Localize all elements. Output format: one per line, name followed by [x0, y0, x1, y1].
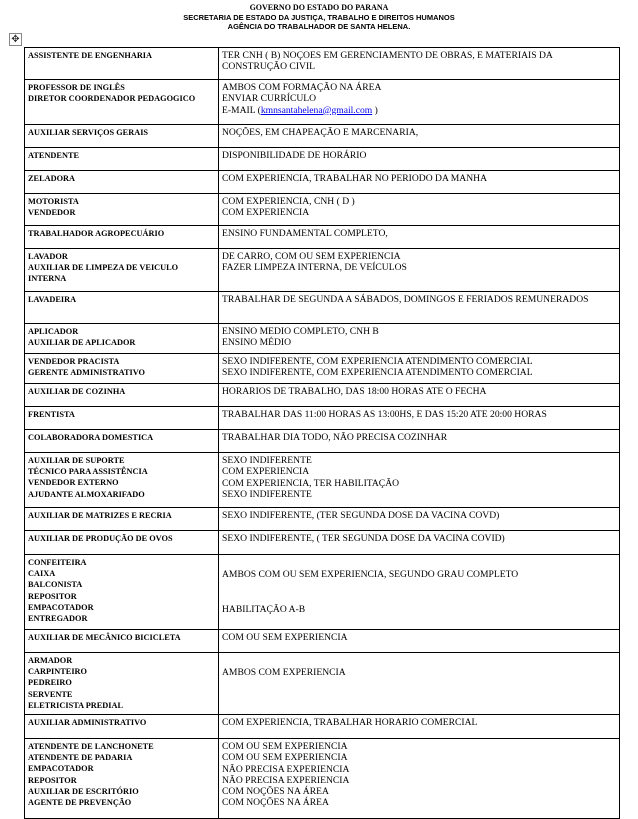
job-title-cell: [25, 453, 219, 508]
requirement-text: COM EXPERIENCIA: [222, 466, 310, 478]
requirements-cell: [219, 194, 620, 226]
job-title: TRABALHADOR AGROPECUÁRIO: [28, 229, 165, 238]
job-title: LAVADOR: [28, 252, 68, 261]
table-row: [25, 48, 620, 80]
job-title: EMPACOTADOR: [28, 602, 94, 612]
job-title: TÉCNICO PARA ASSISTÊNCIA: [28, 467, 148, 477]
job-title: PEDREIRO: [28, 678, 72, 688]
requirement-text: HABILITAÇÃO A-B: [222, 604, 306, 616]
table-row: [25, 226, 620, 249]
requirement-text: SEXO INDIFERENTE, ( TER SEGUNDA DOSE DA VACINA COVID): [222, 533, 505, 544]
requirements-cell: [219, 48, 620, 80]
requirements-cell: [219, 508, 620, 531]
job-title-cell: [25, 531, 219, 555]
requirement-text: NÃO PRECISA EXPERIENCIA: [222, 763, 350, 775]
job-title: ELETRICISTA PREDIAL: [28, 700, 124, 710]
job-title: REPOSITOR: [28, 591, 77, 601]
requirement-text: COM EXPERIENCIA, TRABALHAR HORARIO COMERCIAL: [222, 717, 478, 728]
job-title-cell: [25, 430, 219, 453]
requirements-cell: [219, 384, 620, 407]
requirement-text: TER CNH ( B) NOÇOES EM GERENCIAMENTO DE OBRAS, E MATERIAIS DA CONSTRUÇÃO CIVIL: [222, 50, 553, 73]
requirement-text: TRABALHAR DIA TODO, NÃO PRECISA COZINHAR: [222, 432, 448, 443]
job-title: AUXILIAR DE COZINHA: [28, 387, 126, 396]
job-title: CAIXA: [28, 569, 56, 579]
requirement-text: COM NOÇÕES NA ÁREA: [222, 797, 329, 809]
job-title: AUXILIAR ADMINISTRATIVO: [28, 718, 147, 727]
spacer: [222, 592, 616, 604]
requirements-cell: [219, 630, 620, 653]
job-title: CONFEITEIRA: [28, 558, 87, 567]
requirement-text: TRABALHAR DE SEGUNDA A SÁBADOS, DOMINGOS E FERIADOS REMUNERADOS: [222, 294, 589, 305]
requirements-cell: [219, 555, 620, 630]
spacer: [222, 580, 616, 592]
job-title-cell: [25, 555, 219, 630]
job-title-cell: [25, 324, 219, 354]
requirement-text: DE CARRO, COM OU SEM EXPERIENCIA: [222, 251, 401, 262]
requirements-cell: [219, 715, 620, 739]
job-title: AUXILIAR DE LIMPEZA DE VEICULO INTERNA: [28, 263, 179, 284]
email-prefix: E-MAIL (: [222, 104, 261, 116]
requirements-cell: [219, 125, 620, 148]
table-row: [25, 292, 620, 324]
job-title-cell: [25, 171, 219, 194]
requirement-text: SEXO INDIFERENTE, (TER SEGUNDA DOSE DA VACINA COVD): [222, 510, 500, 521]
requirement-text: ENSINO MEDIO COMPLETO, CNH B: [222, 326, 379, 337]
job-title: SERVENTE: [28, 689, 73, 699]
job-title: LAVADEIRA: [28, 295, 77, 304]
requirement-text: SEXO INDIFERENTE, COM EXPERIENCIA ATENDIMENTO COMERCIAL: [222, 367, 533, 379]
table-row: [25, 715, 620, 739]
job-title-cell: [25, 653, 219, 715]
job-title: VENDEDOR EXTERNO: [28, 478, 119, 488]
table-row: [25, 555, 620, 630]
header-line-2: SECRETARIA DE ESTADO DA JUSTIÇA, TRABALHO E DIREITOS HUMANOS: [183, 12, 455, 22]
job-title: AUXILIAR DE ESCRITÓRIO: [28, 786, 139, 796]
table-row: [25, 630, 620, 653]
job-title: ATENDENTE DE PADARIA: [28, 753, 133, 763]
job-title: AUXILIAR DE MECÂNICO BICICLETA: [28, 633, 181, 642]
table-row: [25, 324, 620, 354]
table-row: [25, 508, 620, 531]
requirements-cell: [219, 148, 620, 171]
requirement-text: NÃO PRECISA EXPERIENCIA: [222, 774, 350, 786]
header-line-1: GOVERNO DO ESTADO DO PARANA: [249, 3, 389, 12]
move-icon[interactable]: ✥: [9, 33, 22, 46]
job-title: AUXILIAR DE APLICADOR: [28, 338, 136, 348]
requirement-text: AMBOS COM FORMAÇÃO NA ÁREA: [222, 82, 382, 93]
requirement-text: COM OU SEM EXPERIENCIA: [222, 632, 348, 643]
requirements-cell: [219, 354, 620, 384]
table-row: [25, 249, 620, 292]
job-title: DIRETOR COORDENADOR PEDAGOGICO: [28, 94, 196, 104]
document-header: [0, 3, 638, 32]
requirement-text: TRABALHAR DAS 11:00 HORAS AS 13:00HS, E DAS 15:20 ATE 20:00 HORAS: [222, 409, 547, 420]
requirement-text: SEXO INDIFERENTE: [222, 488, 312, 500]
table-row: [25, 407, 620, 430]
spacer: [222, 655, 616, 667]
table-row: [25, 531, 620, 555]
job-title-cell: [25, 715, 219, 739]
job-title: ASSISTENTE DE ENGENHARIA: [28, 51, 153, 60]
job-title-cell: [25, 354, 219, 384]
requirements-cell: [219, 453, 620, 508]
table-row: [25, 653, 620, 715]
table-row: [25, 739, 620, 819]
job-title: VENDEDOR PRACISTA: [28, 357, 120, 366]
job-title-cell: [25, 226, 219, 249]
job-title-cell: [25, 148, 219, 171]
job-title-cell: [25, 407, 219, 430]
job-title-cell: [25, 384, 219, 407]
email-line: [222, 105, 616, 116]
job-title: AJUDANTE ALMOXARIFADO: [28, 489, 145, 499]
requirement-text: AMBOS COM OU SEM EXPERIENCIA, SEGUNDO GRAU COMPLETO: [222, 569, 519, 580]
requirement-text: NOÇÕES, EM CHAPEAÇÃO E MARCENARIA,: [222, 127, 419, 138]
job-title-cell: [25, 125, 219, 148]
header-line-3: AGÊNCIA DO TRABALHADOR DE SANTA HELENA.: [227, 22, 411, 32]
table-row: [25, 80, 620, 125]
spacer: [222, 557, 616, 569]
requirements-cell: [219, 531, 620, 555]
job-title: ATENDENTE DE LANCHONETE: [28, 742, 154, 751]
requirement-text: COM NOÇÕES NA ÁREA: [222, 786, 329, 798]
job-title-cell: [25, 630, 219, 653]
requirements-cell: [219, 430, 620, 453]
table-row: [25, 453, 620, 508]
job-title-cell: [25, 739, 219, 819]
job-title: VENDEDOR: [28, 208, 76, 218]
job-title: REPOSITOR: [28, 775, 77, 785]
table-row: [25, 354, 620, 384]
requirement-text: SEXO INDIFERENTE, COM EXPERIENCIA ATENDIMENTO COMERCIAL: [222, 356, 533, 367]
job-title-cell: [25, 48, 219, 80]
requirement-text: COM EXPERIENCIA, CNH ( D ): [222, 196, 355, 207]
job-title: EMPACOTADOR: [28, 764, 94, 774]
job-title-cell: [25, 194, 219, 226]
requirement-text: COM OU SEM EXPERIENCIA: [222, 752, 348, 764]
job-title: AUXILIAR DE PRODUÇÃO DE OVOS: [28, 534, 173, 543]
email-link[interactable]: kmnsantahelena@gmail.com: [260, 104, 373, 116]
requirements-cell: [219, 653, 620, 715]
requirements-cell: [219, 292, 620, 324]
requirement-text: AMBOS COM EXPERIENCIA: [222, 667, 346, 678]
job-title: ENTREGADOR: [28, 614, 88, 624]
job-title: AGENTE DE PREVENÇÃO: [28, 798, 132, 808]
table-row: [25, 148, 620, 171]
job-title: FRENTISTA: [28, 410, 75, 419]
requirement-text: COM EXPERIENCIA, TRABALHAR NO PERIODO DA MANHA: [222, 173, 487, 184]
requirement-text: COM OU SEM EXPERIENCIA: [222, 741, 348, 752]
job-title: AUXILIAR SERVIÇOS GERAIS: [28, 128, 149, 137]
table-row: [25, 430, 620, 453]
requirements-cell: [219, 407, 620, 430]
requirement-text: ENSINO MÉDIO: [222, 337, 292, 349]
requirements-cell: [219, 324, 620, 354]
requirements-cell: [219, 249, 620, 292]
requirement-text: HORARIOS DE TRABALHO, DAS 18:00 HORAS ATE O FECHA: [222, 386, 487, 397]
job-title-cell: [25, 292, 219, 324]
job-title: APLICADOR: [28, 327, 79, 336]
job-openings-table: [24, 47, 620, 819]
job-title: AUXILIAR DE MATRIZES E RECRIA: [28, 511, 172, 520]
requirement-text: ENSINO FUNDAMENTAL COMPLETO,: [222, 228, 388, 239]
requirement-text: ENVIAR CURRÍCULO: [222, 93, 317, 105]
job-title: MOTORISTA: [28, 197, 79, 206]
job-title: ARMADOR: [28, 656, 73, 665]
job-title: AUXILIAR DE SUPORTE: [28, 456, 125, 465]
requirements-cell: [219, 739, 620, 819]
requirements-cell: [219, 226, 620, 249]
email-suffix: ): [372, 104, 378, 116]
job-title-cell: [25, 80, 219, 125]
job-title: ATENDENTE: [28, 151, 80, 160]
job-title-cell: [25, 249, 219, 292]
job-title: BALCONISTA: [28, 580, 83, 590]
job-title: PROFESSOR DE INGLÊS: [28, 83, 125, 92]
job-title: GERENTE ADMINISTRATIVO: [28, 368, 146, 378]
requirements-cell: [219, 171, 620, 194]
requirement-text: SEXO INDIFERENTE: [222, 455, 312, 466]
table-row: [25, 384, 620, 407]
job-title: CARPINTEIRO: [28, 667, 88, 677]
job-title-cell: [25, 508, 219, 531]
requirements-cell: [219, 80, 620, 125]
job-title: COLABORADORA DOMESTICA: [28, 433, 154, 442]
requirement-text: COM EXPERIENCIA: [222, 207, 310, 219]
requirement-text: FAZER LIMPEZA INTERNA, DE VEÍCULOS: [222, 262, 407, 274]
job-title: ZELADORA: [28, 174, 76, 183]
table-row: [25, 171, 620, 194]
requirement-text: DISPONIBILIDADE DE HORÁRIO: [222, 150, 367, 161]
requirement-text: COM EXPERIENCIA, TER HABILITAÇÃO: [222, 477, 400, 489]
table-row: [25, 194, 620, 226]
table-row: [25, 125, 620, 148]
